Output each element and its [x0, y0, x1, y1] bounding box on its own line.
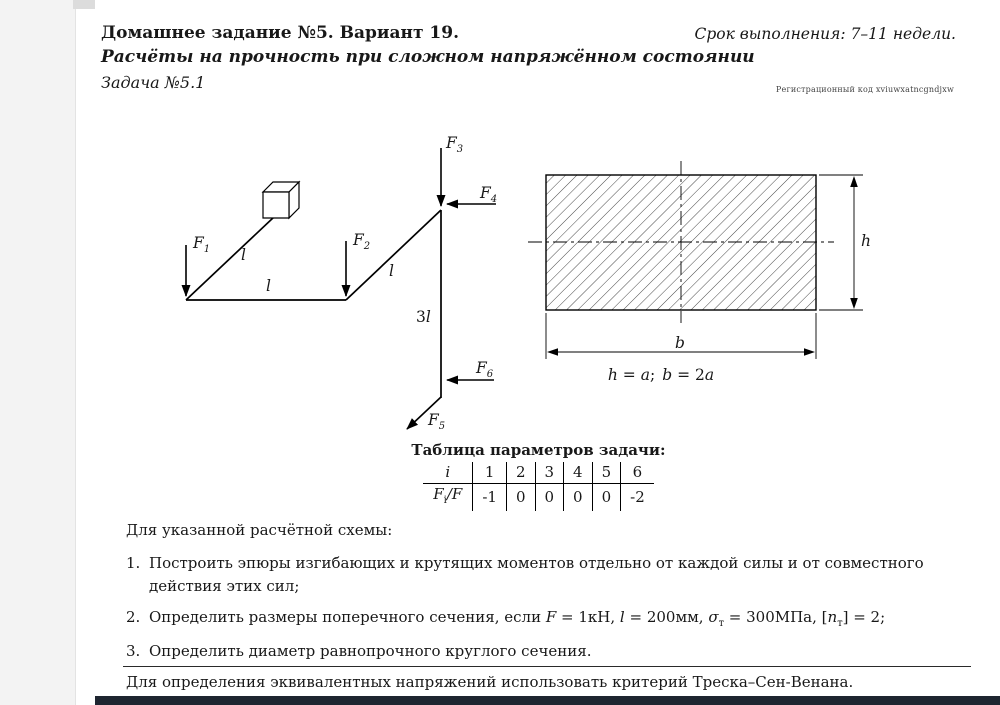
force-symbol: F [476, 359, 487, 377]
length-label-3l [416, 308, 431, 326]
item-number: 1. [126, 554, 141, 572]
task-item-1 [126, 552, 971, 597]
frame-structure [186, 210, 441, 398]
math-symbol: n [827, 608, 838, 626]
length-coefficient: 3 [416, 308, 426, 326]
math-subscript: т [837, 618, 843, 629]
length-label-l-upper [389, 262, 394, 280]
force-symbol: F [480, 184, 491, 202]
force-ratio-symbol: F [433, 485, 444, 503]
length-symbol: l [425, 308, 431, 326]
table-cell: 0 [535, 484, 564, 512]
length-symbol: l [266, 277, 271, 295]
item-text-part: = 200мм, [624, 608, 709, 626]
deadline-text: Срок выполнения: 7–11 недели. [694, 25, 956, 43]
registration-code: Регистрационный код xviuwxatncgndjxw [775, 85, 954, 94]
section-width-label [675, 334, 685, 352]
support-cube [263, 182, 299, 218]
force-ratio-subscript: i [443, 495, 447, 506]
force-subscript: 6 [486, 369, 494, 381]
row-label-i [423, 462, 473, 484]
table-cell: -1 [473, 484, 507, 512]
table-caption: Таблица параметров задачи: [411, 441, 666, 459]
diagram-svg [76, 110, 1000, 450]
math-symbol: F [545, 608, 557, 626]
parameters-table [423, 462, 654, 511]
table-cell: 4 [564, 462, 593, 484]
table-cell: 2 [506, 462, 535, 484]
item-text-part: ] = 2; [842, 608, 886, 626]
table-cell: -2 [621, 484, 654, 512]
task-item-3 [126, 640, 971, 663]
criterion-note-text: Для определения эквивалентных напряжений использовать критерий Треска–Сен-Венана. [126, 673, 854, 691]
length-label-l-support [241, 246, 246, 264]
page-subtitle: Расчёты на прочность при сложном напряжённом состоянии [101, 47, 755, 67]
figure-area [76, 110, 1000, 450]
force-label-f4 [480, 184, 497, 205]
height-symbol: h [861, 232, 871, 250]
formula-part: ; [649, 366, 656, 384]
table-cell: 1 [473, 462, 507, 484]
formula-part: = [617, 366, 641, 384]
section-formula [571, 366, 751, 384]
formula-part: a [704, 366, 715, 384]
item-text-part: Определить размеры поперечного сечения, если [149, 608, 546, 626]
bottom-bar [95, 696, 1000, 705]
length-symbol: l [389, 262, 394, 280]
math-symbol: σ [708, 608, 719, 626]
item-text-part: = 300МПа, [ [724, 608, 828, 626]
item-text-part: = 1кН, [556, 608, 620, 626]
index-symbol: i [445, 463, 451, 481]
force-label-f5 [428, 411, 445, 432]
scheme-intro-text: Для указанной расчётной схемы: [126, 521, 393, 539]
table-value-row [423, 484, 654, 512]
table-header-row [423, 462, 654, 484]
force-subscript: 4 [490, 194, 498, 206]
force-label-f3 [446, 134, 463, 155]
force-subscript: 5 [438, 421, 446, 433]
table-cell: 6 [621, 462, 654, 484]
force-subscript: 1 [203, 244, 211, 256]
document-page [75, 0, 1000, 705]
length-symbol: l [241, 246, 246, 264]
task-item-2 [126, 606, 971, 632]
formula-part: = 2 [672, 366, 705, 384]
force-ratio-rest: /F [446, 485, 463, 503]
item-text: Построить эпюры изгибающих и крутящих моментов отдельно от каждой силы и от совместного действия этих сил; [149, 554, 924, 595]
force-symbol: F [353, 231, 364, 249]
force-subscript: 3 [456, 144, 464, 156]
row-label-fif [423, 484, 473, 512]
criterion-note-block [123, 666, 971, 691]
force-symbol: F [446, 134, 457, 152]
task-number-label: Задача №5.1 [101, 73, 206, 92]
page-title: Домашнее задание №5. Вариант 19. [101, 23, 460, 43]
item-number: 3. [126, 642, 141, 660]
force-label-f1 [193, 234, 210, 255]
force-subscript: 2 [363, 241, 371, 253]
width-symbol: b [675, 334, 685, 352]
table-cell: 3 [535, 462, 564, 484]
force-label-f2 [353, 231, 370, 252]
table-cell: 0 [506, 484, 535, 512]
item-text [149, 606, 971, 632]
table-cell: 0 [564, 484, 593, 512]
section-height-label [861, 232, 871, 250]
force-label-f6 [476, 359, 493, 380]
parameters-table-block [76, 441, 1000, 511]
viewer-artifact [73, 0, 95, 9]
formula-part: b [662, 366, 673, 384]
force-arrows [186, 148, 496, 429]
cross-section [528, 161, 863, 359]
math-subscript: т [718, 618, 724, 629]
table-cell: 5 [592, 462, 621, 484]
table-cell: 0 [592, 484, 621, 512]
math-symbol: l [619, 608, 625, 626]
formula-part: a [640, 366, 650, 384]
length-label-l-middle [266, 277, 271, 295]
item-number: 2. [126, 608, 141, 626]
formula-part: h [607, 366, 618, 384]
force-symbol: F [193, 234, 204, 252]
item-text: Определить диаметр равнопрочного круглого сечения. [149, 642, 592, 660]
force-symbol: F [428, 411, 439, 429]
